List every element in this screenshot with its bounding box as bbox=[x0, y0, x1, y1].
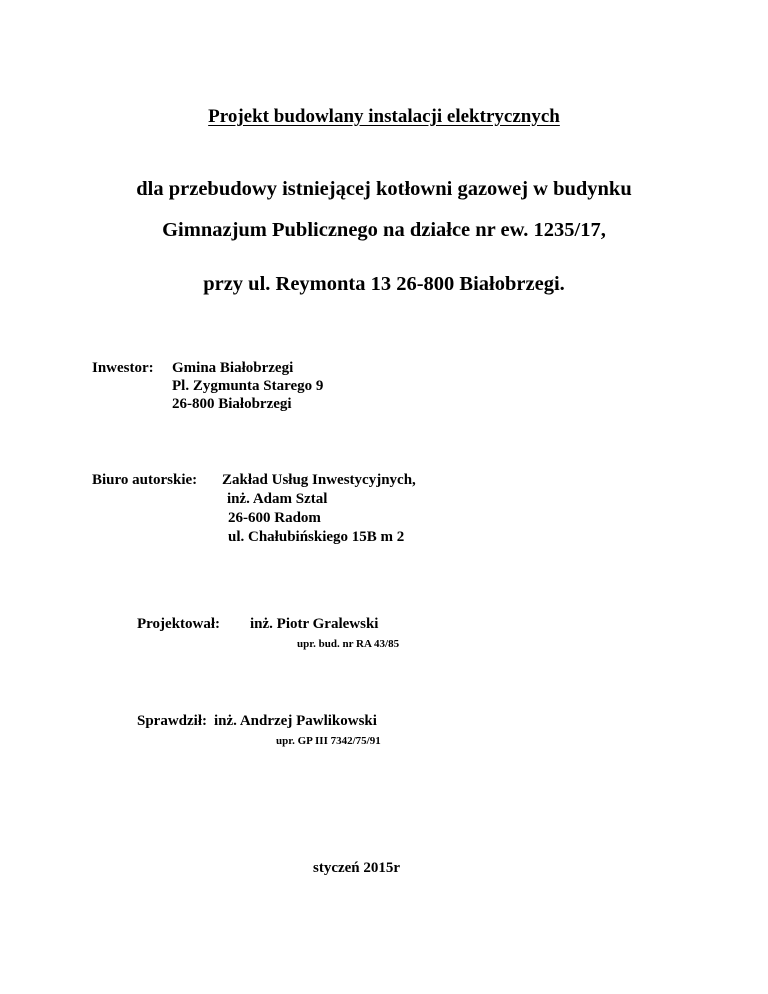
document-title: Projekt budowlany instalacji elektrycznych bbox=[208, 106, 560, 127]
subtitle-line-2: Gimnazjum Publicznego na działce nr ew. 1235/17, bbox=[162, 219, 606, 241]
subtitle-line-1: dla przebudowy istniejącej kotłowni gazowej w budynku bbox=[136, 178, 632, 200]
designer-name: inż. Piotr Gralewski bbox=[250, 616, 379, 632]
bureau-line-3: 26-600 Radom bbox=[228, 510, 321, 526]
investor-line-1: Gmina Białobrzegi bbox=[172, 360, 294, 376]
checker-name: inż. Andrzej Pawlikowski bbox=[214, 713, 377, 729]
checker-label: Sprawdził: bbox=[137, 713, 208, 729]
designer-label: Projektował: bbox=[137, 616, 221, 632]
subtitle-line-3: przy ul. Reymonta 13 26-800 Białobrzegi. bbox=[203, 273, 565, 295]
bureau-line-4: ul. Chałubińskiego 15B m 2 bbox=[228, 529, 405, 545]
investor-line-3: 26-800 Białobrzegi bbox=[172, 396, 292, 412]
document-date: styczeń 2015r bbox=[313, 860, 401, 876]
checker-license: upr. GP III 7342/75/91 bbox=[276, 735, 381, 747]
bureau-line-2: inż. Adam Sztal bbox=[227, 491, 328, 507]
investor-label: Inwestor: bbox=[92, 360, 154, 376]
designer-license: upr. bud. nr RA 43/85 bbox=[297, 638, 400, 650]
bureau-line-1: Zakład Usług Inwestycyjnych, bbox=[222, 472, 416, 488]
investor-line-2: Pl. Zygmunta Starego 9 bbox=[172, 378, 324, 394]
bureau-label: Biuro autorskie: bbox=[92, 472, 198, 488]
